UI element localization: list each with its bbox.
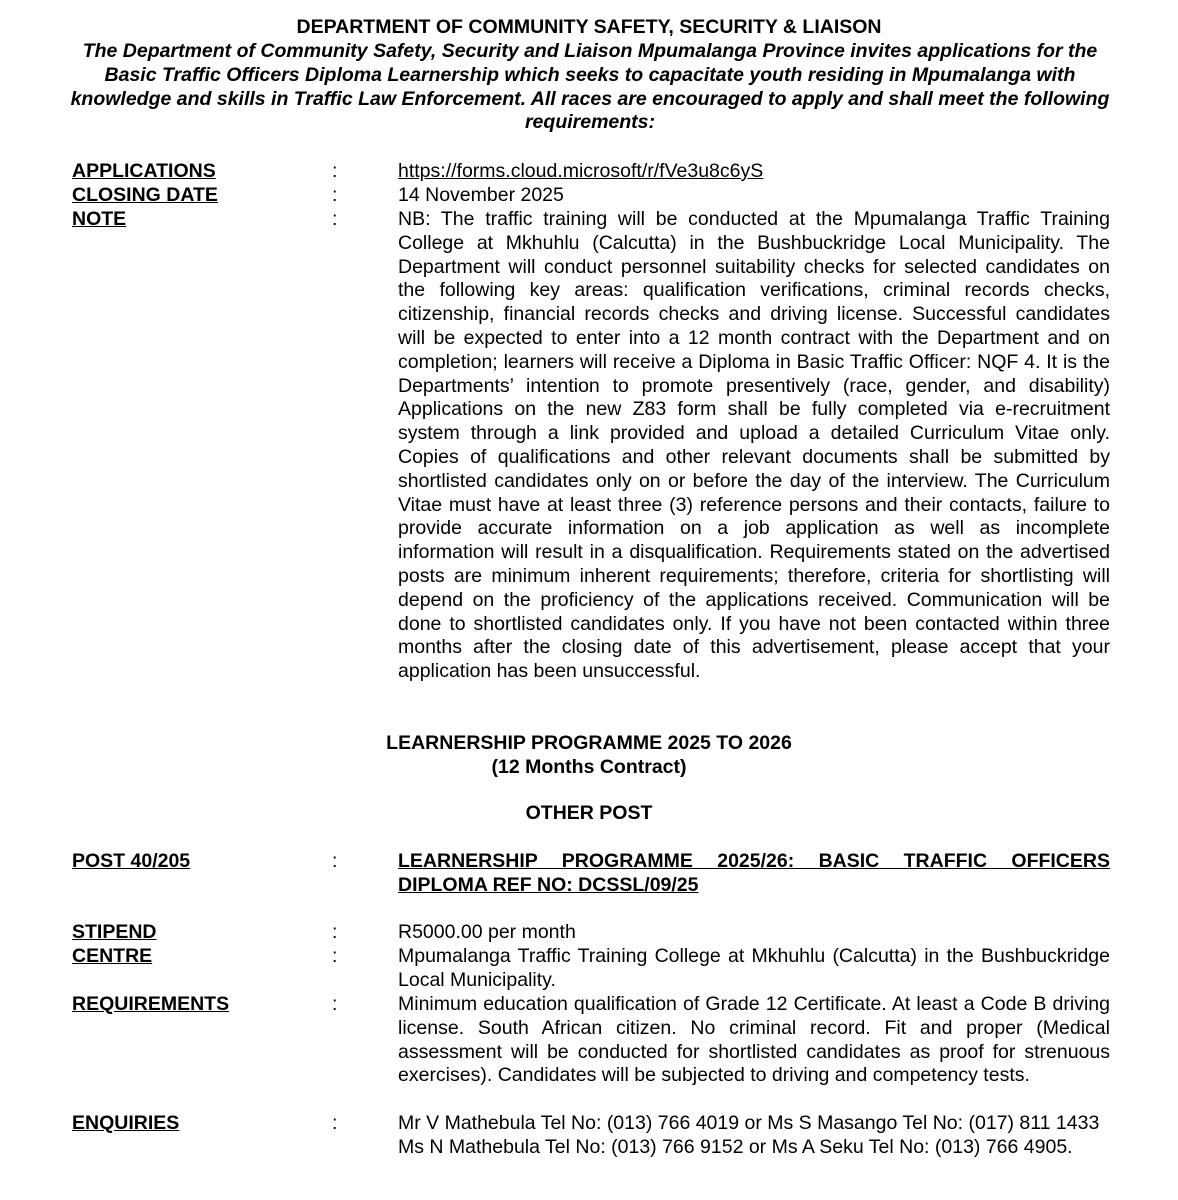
closing-date-label: CLOSING DATE — [72, 184, 218, 206]
section-heading: OTHER POST — [525, 802, 653, 824]
separator: : — [332, 184, 338, 206]
enquiries-line-1: Mr V Mathebula Tel No: (013) 766 4019 or Ms S Masango Tel No: (017) 811 1433 — [398, 1112, 1100, 1134]
post-number-label: POST 40/205 — [72, 850, 191, 872]
enquiries-value — [398, 1112, 1110, 1160]
stipend-value: R5000.00 per month — [398, 921, 576, 943]
department-title: DEPARTMENT OF COMMUNITY SAFETY, SECURITY & LIAISON — [296, 16, 882, 38]
note-label: NOTE — [72, 208, 127, 230]
separator: : — [332, 945, 338, 967]
programme-heading: LEARNERSHIP PROGRAMME 2025 TO 2026 — [386, 732, 792, 754]
separator: : — [332, 208, 338, 230]
centre-value: Mpumalanga Traffic Training College at Mkhuhlu (Calcutta) in the Bushbuckridge Local Municipality. — [398, 945, 1110, 991]
separator: : — [332, 1112, 338, 1134]
enquiries-label: ENQUIRIES — [72, 1112, 180, 1134]
requirements-label: REQUIREMENTS — [72, 993, 230, 1015]
applications-label: APPLICATIONS — [72, 160, 216, 182]
separator: : — [332, 850, 338, 872]
note-text: NB: The traffic training will be conducted at the Mpumalanga Traffic Training College at Mkhuhlu (Calcutta) in the Bushbuckridge Local Municipality. The Department will conduct personnel suitability checks for selected candidates on the following key areas: qualification verifications, criminal records checks, citizenship, financial records checks and driving license. Successful candidates will be expected to enter into a 12 month contract with the Department and on completion; learners will receive a Diploma in Basic Traffic Officer: NQF 4. It is the Departments’ intention to promote presentively (race, gender, and disability) Applications on the new Z83 form shall be fully completed via e-recruitment system through a link provided and upload a detailed Curriculum Vitae only. Copies of qualifications and other relevant documents shall be submitted by shortlisted candidates only on or before the day of the interview. The Curriculum Vitae must have at least three (3) reference persons and their contacts, failure to provide accurate information on a job application as well as incomplete information will result in a disqualification. Requirements stated on the advertised posts are minimum inherent requirements; therefore, criteria for shortlisting will depend on the proficiency of the applications received. Communication will be done to shortlisted candidates only. If you have not been contacted within three months after the closing date of this advertisement, please accept that your application has been unsuccessful. — [398, 208, 1110, 683]
requirements-value: Minimum education qualification of Grade 12 Certificate. At least a Code B driving license. South African citizen. No criminal record. Fit and proper (Medical assessment will be conducted for shortlisted candidates as proof for strenuous exercises). Candidates will be subjected to driving and competency tests. — [398, 993, 1110, 1087]
separator: : — [332, 993, 338, 1015]
post-title: LEARNERSHIP PROGRAMME 2025/26: BASIC TRAFFIC OFFICERS DIPLOMA REF NO: DCSSL/09/25 — [398, 850, 1110, 896]
separator: : — [332, 921, 338, 943]
applications-link[interactable]: https://forms.cloud.microsoft/r/fVe3u8c6yS — [398, 160, 764, 182]
programme-subheading: (12 Months Contract) — [491, 756, 687, 778]
separator: : — [332, 160, 338, 182]
enquiries-line-2: Ms N Mathebula Tel No: (013) 766 9152 or Ms A Seku Tel No: (013) 766 4905. — [398, 1135, 1073, 1158]
closing-date-value: 14 November 2025 — [398, 184, 564, 206]
stipend-label: STIPEND — [72, 921, 157, 943]
intro-paragraph: The Department of Community Safety, Security and Liaison Mpumalanga Province invites applications for the Basic Traffic Officers Diploma Learnership which seeks to capacitate youth residing in Mpumalanga with knowledge and skills in Traffic Law Enforcement. All races are encouraged to apply and shall meet the following requirements: — [70, 40, 1110, 134]
centre-label: CENTRE — [72, 945, 153, 967]
